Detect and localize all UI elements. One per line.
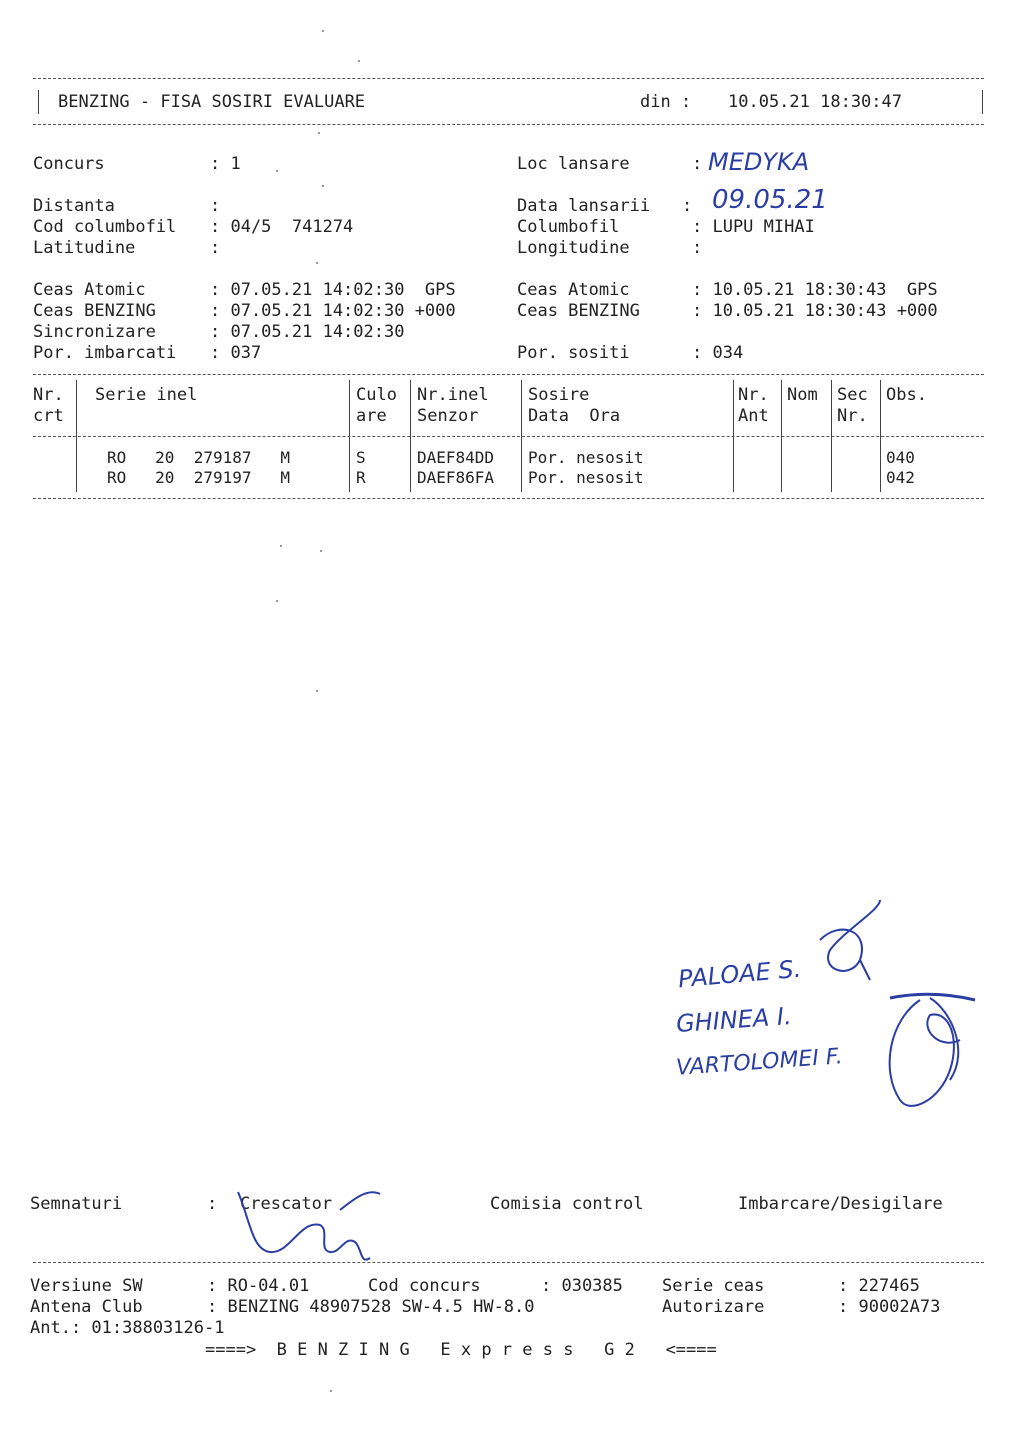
value-serie-ceas: : 227465: [838, 1276, 920, 1296]
label-ceas-benzing-end: Ceas BENZING: [517, 301, 640, 321]
cell-sosire: Por. nesosit: [528, 468, 644, 487]
label-latitudine: Latitudine: [33, 238, 136, 258]
label-ceas-atomic-end: Ceas Atomic: [517, 280, 630, 300]
value-antena-club: : BENZING 48907528 SW-4.5 HW-8.0: [207, 1297, 535, 1317]
benzing-banner: ====> B E N Z I N G E x p r e s s G 2 <====: [205, 1340, 717, 1360]
value-cod-columbofil: : 04/5 741274: [210, 217, 354, 237]
cell-culoare: S: [356, 448, 366, 467]
header-bottom-border: [33, 124, 984, 125]
label-antena-club: Antena Club: [30, 1297, 143, 1317]
col-sep: [831, 380, 832, 492]
label-distanta: Distanta: [33, 196, 115, 216]
label-serie-ceas: Serie ceas: [662, 1276, 765, 1296]
label-imbarcare-desigilare: Imbarcare/Desigilare: [738, 1194, 943, 1214]
label-versiune-sw: Versiune SW: [30, 1276, 143, 1296]
header-right-border: [982, 90, 983, 114]
col-header-culoare-sub: are: [356, 406, 387, 426]
document-title: BENZING - FISA SOSIRI EVALUARE: [58, 92, 366, 112]
table-top-border: [33, 374, 984, 375]
cell-serie: RO 20 279187 M: [107, 448, 291, 467]
value-autorizare: : 90002A73: [838, 1297, 941, 1317]
col-header-sec: Sec: [837, 385, 868, 405]
value-versiune-sw: : RO-04.01: [207, 1276, 310, 1296]
value-loc-lansare: :: [692, 154, 703, 174]
col-sep: [349, 380, 350, 492]
handwritten-loc-lansare: MEDYKA: [708, 148, 810, 176]
din-label: din :: [640, 92, 692, 112]
value-sincronizare: : 07.05.21 14:02:30: [210, 322, 405, 342]
label-columbofil: Columbofil: [517, 217, 620, 237]
table-bottom-border: [33, 498, 984, 499]
cell-nrinel: DAEF86FA: [417, 468, 495, 487]
col-header-obs: Obs.: [886, 385, 927, 405]
col-header-nrinel-sub: Senzor: [417, 406, 479, 426]
label-crescator: Crescator: [240, 1194, 333, 1214]
value-por-sositi: : 034: [692, 343, 744, 363]
label-comisia-control: Comisia control: [490, 1194, 644, 1214]
antenna-id: Ant.: 01:38803126-1: [30, 1318, 225, 1338]
label-sincronizare: Sincronizare: [33, 322, 156, 342]
label-data-lansarii: Data lansarii: [517, 196, 651, 216]
col-header-sosire: Sosire: [528, 385, 590, 405]
col-header-nr: Nr.: [33, 385, 64, 405]
label-autorizare: Autorizare: [662, 1297, 765, 1317]
handwritten-data-lansarii: 09.05.21: [712, 185, 828, 215]
handwritten-name-paloae: PALOAE S.: [677, 954, 803, 994]
col-sep: [76, 380, 77, 492]
header-left-border: [38, 90, 39, 114]
cell-sosire: Por. nesosit: [528, 448, 644, 467]
table-header-border: [33, 436, 984, 437]
col-header-sec-sub: Nr.: [837, 406, 868, 426]
value-ceas-benzing-end: : 10.05.21 18:30:43 +000: [692, 301, 938, 321]
cell-nrinel: DAEF84DD: [417, 448, 495, 467]
col-header-nrant: Nr.: [738, 385, 769, 405]
commission-signature-icon: [800, 900, 990, 1130]
handwritten-name-vartolomei: VARTOLOMEI F.: [675, 1044, 844, 1081]
col-header-nrant-sub: Ant: [738, 406, 769, 426]
col-header-nrinel: Nr.inel: [417, 385, 489, 405]
label-longitudine: Longitudine: [517, 238, 630, 258]
label-por-sositi: Por. sositi: [517, 343, 630, 363]
col-header-sosire-sub: Data Ora: [528, 406, 621, 426]
label-ceas-benzing-start: Ceas BENZING: [33, 301, 156, 321]
col-header-culoare: Culo: [356, 385, 397, 405]
col-header-serie: Serie inel: [95, 385, 198, 405]
label-cod-concurs: Cod concurs: [368, 1276, 481, 1296]
col-header-nr-sub: crt: [33, 406, 64, 426]
cell-obs: 040: [886, 448, 915, 467]
value-concurs: : 1: [210, 154, 241, 174]
value-ceas-atomic-end: : 10.05.21 18:30:43 GPS: [692, 280, 938, 300]
col-sep: [880, 380, 881, 492]
value-latitudine: :: [210, 238, 221, 258]
header-top-border: [33, 78, 984, 79]
handwritten-name-ghinea: GHINEA I.: [675, 1002, 793, 1038]
label-cod-columbofil: Cod columbofil: [33, 217, 177, 237]
cell-obs: 042: [886, 468, 915, 487]
value-distanta: :: [210, 196, 221, 216]
value-columbofil: : LUPU MIHAI: [692, 217, 815, 237]
label-loc-lansare: Loc lansare: [517, 154, 630, 174]
label-concurs: Concurs: [33, 154, 105, 174]
col-header-nom: Nom: [787, 385, 818, 405]
value-cod-concurs: : 030385: [541, 1276, 623, 1296]
semnaturi-colon: :: [207, 1194, 218, 1214]
col-sep: [733, 380, 734, 492]
label-ceas-atomic-start: Ceas Atomic: [33, 280, 146, 300]
signatures-divider: [33, 1262, 984, 1263]
cell-serie: RO 20 279197 M: [107, 468, 291, 487]
label-semnaturi: Semnaturi: [30, 1194, 123, 1214]
value-data-lansarii: :: [682, 196, 693, 216]
cell-culoare: R: [356, 468, 366, 487]
label-por-imbarcati: Por. imbarcati: [33, 343, 177, 363]
value-longitudine: :: [692, 238, 703, 258]
col-sep: [521, 380, 522, 492]
col-sep: [410, 380, 411, 492]
value-ceas-atomic-start: : 07.05.21 14:02:30 GPS: [210, 280, 456, 300]
value-ceas-benzing-start: : 07.05.21 14:02:30 +000: [210, 301, 456, 321]
din-timestamp: 10.05.21 18:30:47: [728, 92, 902, 112]
value-por-imbarcati: : 037: [210, 343, 262, 363]
col-sep: [781, 380, 782, 492]
crescator-signature-icon: [230, 1180, 400, 1280]
